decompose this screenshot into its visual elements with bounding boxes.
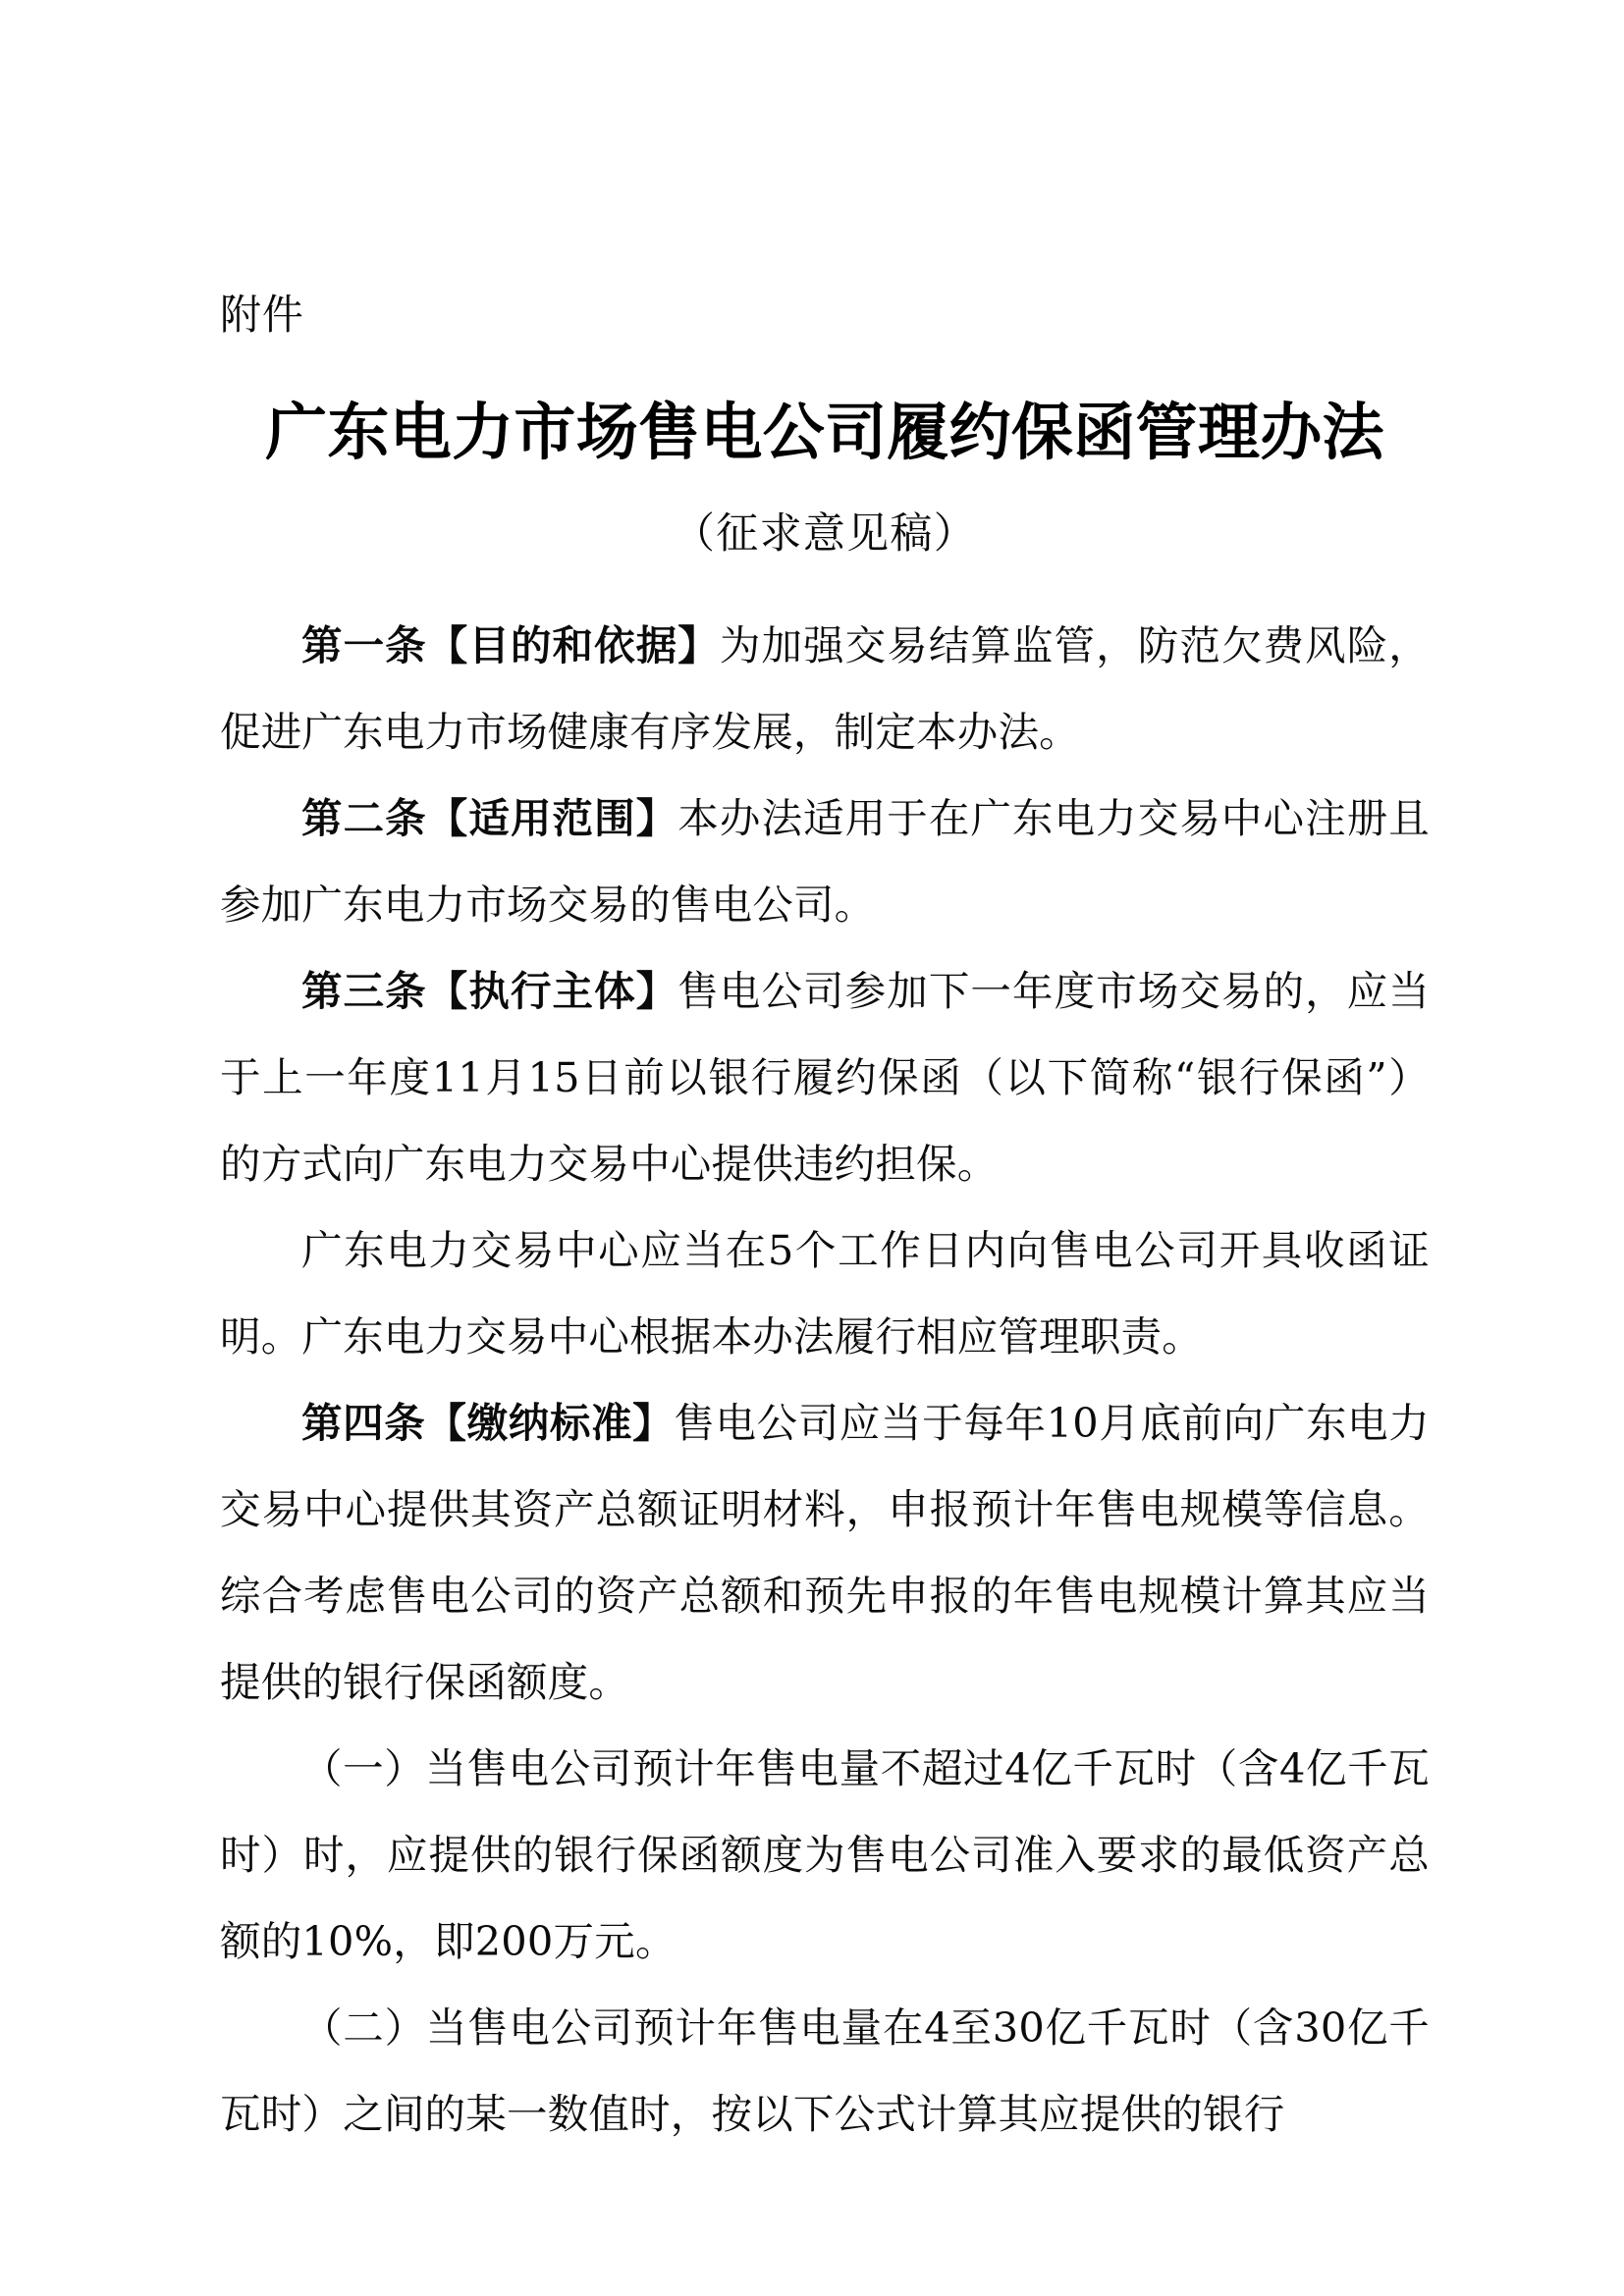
article-text-3: 售电公司参加下一年度市场交易的，应当于上一年度11月15日前以银行履约保函（以下简称“银行保函”）的方式向广东电力交易中心提供违约担保。	[220, 967, 1430, 1189]
article-text-4-item-2: （二）当售电公司预计年售电量在4至30亿千瓦时（含30亿千瓦时）之间的某一数值时，按以下公式计算其应提供的银行	[220, 2003, 1430, 2139]
paragraph-article-3-continued	[220, 1207, 1430, 1380]
paragraph-article-2	[220, 775, 1430, 948]
article-topic-4: 【缴纳标准】	[425, 1399, 675, 1448]
article-text-3-continued: 广东电力交易中心应当在5个工作日内向售电公司开具收函证明。广东电力交易中心根据本办法履行相应管理职责。	[220, 1226, 1430, 1362]
article-text-2: 本办法适用于在广东电力交易中心注册且参加广东电力市场交易的售电公司。	[220, 794, 1430, 930]
document-subtitle: （征求意见稿）	[672, 508, 978, 559]
article-text-4: 售电公司应当于每年10月底前向广东电力交易中心提供其资产总额证明材料，申报预计年售电规模等信息。综合考虑售电公司的资产总额和预先申报的年售电规模计算其应当提供的银行保函额度。	[220, 1399, 1430, 1707]
article-heading-4: 第四条	[301, 1399, 426, 1448]
paragraph-article-4-item-2	[220, 1985, 1430, 2158]
article-topic-2: 【适用范围】	[426, 794, 678, 843]
paragraph-article-3	[220, 948, 1430, 1207]
paragraph-article-4	[220, 1380, 1430, 1726]
article-text-1: 为加强交易结算监管，防范欠费风险，促进广东电力市场健康有序发展，制定本办法。	[220, 621, 1431, 757]
document-body	[220, 603, 1430, 2158]
article-heading-2: 第二条	[301, 794, 427, 843]
article-text-4-item-1: （一）当售电公司预计年售电量不超过4亿千瓦时（含4亿千瓦时）时，应提供的银行保函额度为售电公司准入要求的最低资产总额的10%，即200万元。	[220, 1744, 1430, 1966]
page-title: 广东电力市场售电公司履约保函管理办法	[265, 396, 1384, 468]
paragraph-article-1	[220, 603, 1430, 775]
article-topic-1: 【目的和依据】	[426, 621, 720, 670]
article-topic-3: 【执行主体】	[426, 967, 678, 1016]
paragraph-article-4-item-1	[220, 1726, 1430, 1985]
attachment-label: 附件	[220, 291, 304, 339]
page-body	[220, 0, 1430, 2158]
article-heading-3: 第三条	[301, 967, 427, 1016]
article-heading-1: 第一条	[301, 621, 427, 670]
